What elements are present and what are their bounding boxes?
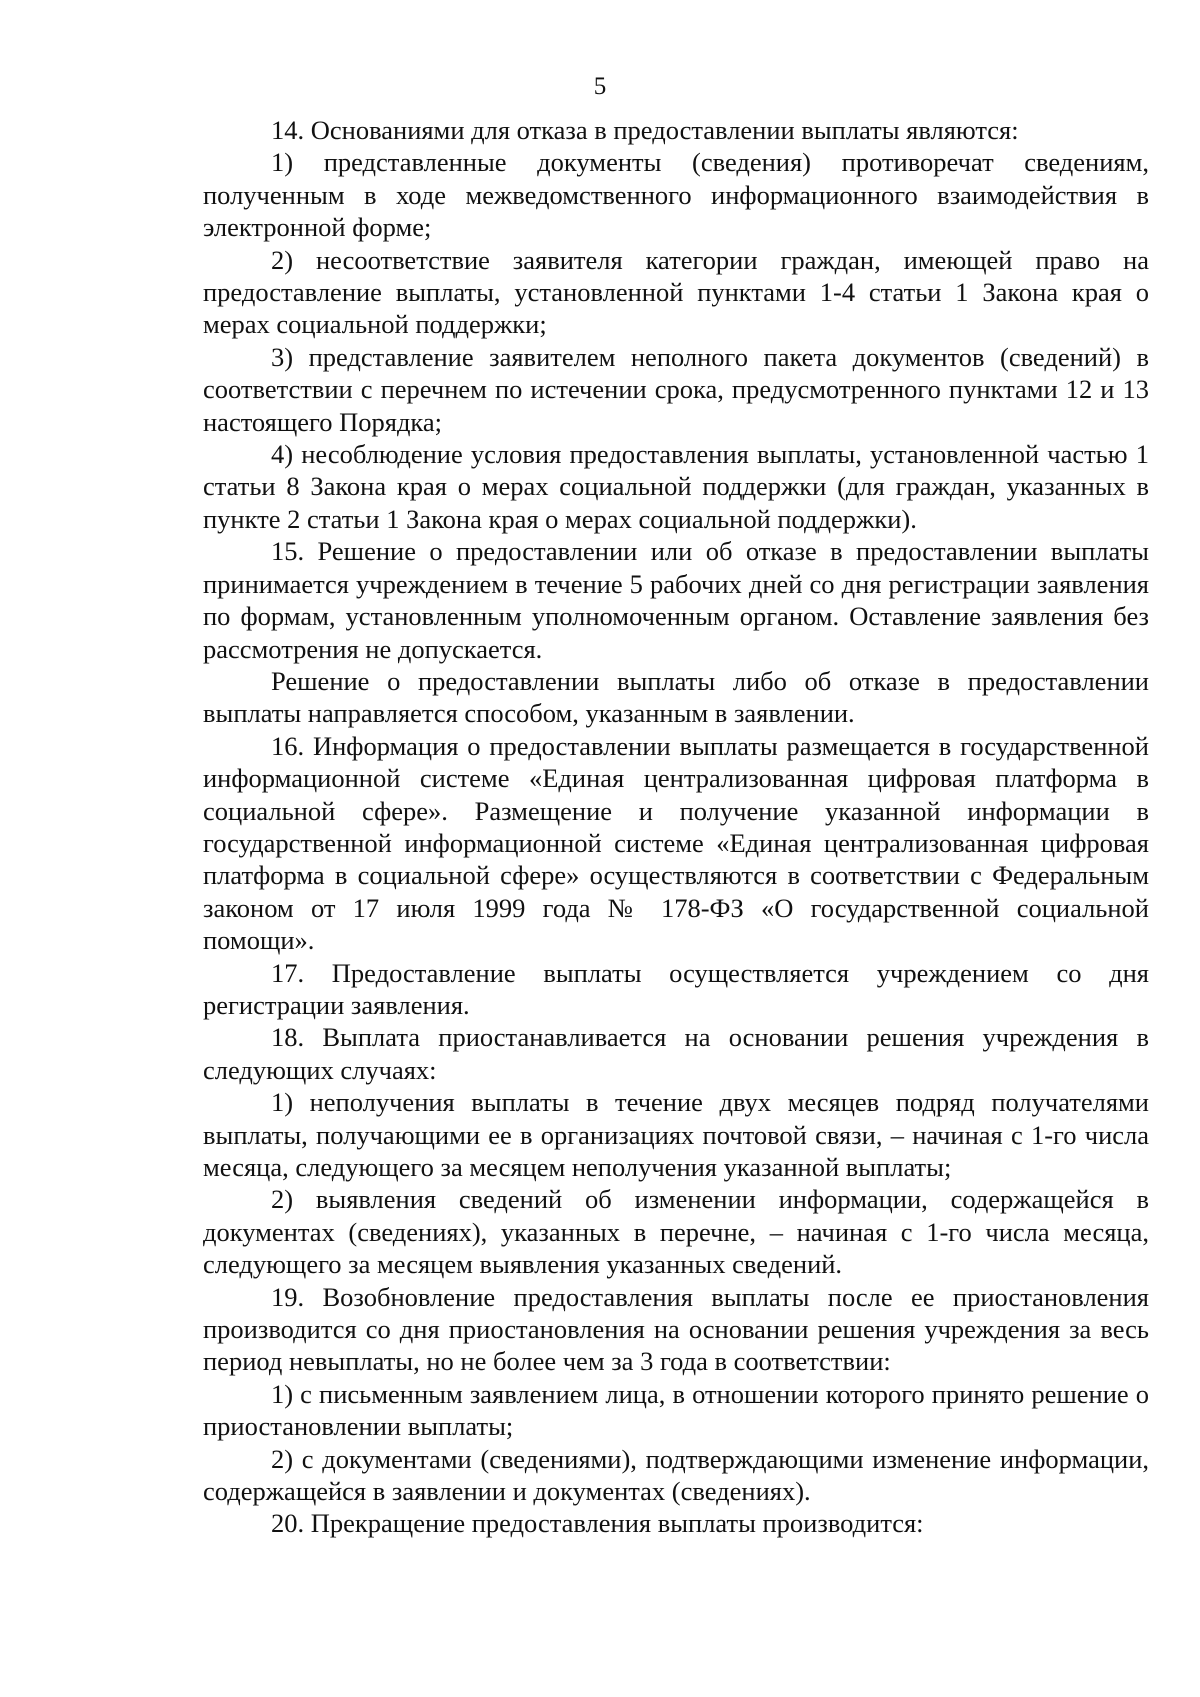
paragraph-19-item-1: 1) с письменным заявлением лица, в отношении которого принято решение о приостановлении выплаты; (203, 1378, 1149, 1442)
paragraph-18-heading: 18. Выплата приостанавливается на основании решения учреждения в следующих случаях: (203, 1022, 1149, 1085)
paragraph-16: 16. Информация о предоставлении выплаты размещается в государственной информационной системе «Единая централизованная цифровая платформа в социальной сфере». Размещение и получение указанной информации в государственной информационной системе «Единая централизованная цифровая платформа в социальной сфере» осуществляются в соответствии с Федеральным законом от 17 июля 1999 года № 178-ФЗ «О государственной социальной помощи». (203, 730, 1149, 956)
paragraph-18-item-1: 1) неполучения выплаты в течение двух месяцев подряд получателями выплаты, получающими ее в организациях почтовой связи, – начиная с 1-го числа месяца, следующего за месяцем неполучения указанной выплаты; (203, 1087, 1149, 1182)
paragraph-14-heading: 14. Основаниями для отказа в предоставлении выплаты являются: (271, 115, 1019, 145)
paragraph-15-decision: Решение о предоставлении выплаты либо об отказе в предоставлении выплаты направляется способом, указанным в заявлении. (203, 665, 1149, 729)
paragraph-18-item-2: 2) выявления сведений об изменении информации, содержащейся в документах (сведениях), указанных в перечне, – начиная с 1-го числа месяца, следующего за месяцем выявления указанных сведений. (203, 1184, 1149, 1280)
paragraph-20-heading: 20. Прекращение предоставления выплаты производится: (271, 1508, 924, 1539)
paragraph-14-item-3: 3) представление заявителем неполного пакета документов (сведений) в соответствии с перечнем по истечении срока, предусмотренного пунктами 12 и 13 настоящего Порядка; (203, 341, 1149, 437)
paragraph-17: 17. Предоставление выплаты осуществляется учреждением со дня регистрации заявления. (203, 957, 1149, 1020)
paragraph-14-item-1: 1) представленные документы (сведения) противоречат сведениям, полученным в ходе межведомственного информационного взаимодействия в электронной форме; (203, 147, 1149, 243)
paragraph-14-item-2: 2) несоответствие заявителя категории граждан, имеющей право на предоставление выплаты, установленной пунктами 1-4 статьи 1 Закона края о мерах социальной поддержки; (203, 244, 1149, 340)
page-number: 5 (593, 73, 607, 100)
paragraph-19-heading: 19. Возобновление предоставления выплаты после ее приостановления производится со дня приостановления на основании решения учреждения за весь период невыплаты, но не более чем за 3 года в соответствии: (203, 1281, 1149, 1377)
paragraph-15: 15. Решение о предоставлении или об отказе в предоставлении выплаты принимается учреждением в течение 5 рабочих дней со дня регистрации заявления по формам, установленным уполномоченным органом. Оставление заявления без рассмотрения не допускается. (203, 536, 1149, 664)
paragraph-14-item-4: 4) несоблюдение условия предоставления выплаты, установленной частью 1 статьи 8 Закона края о мерах социальной поддержки (для граждан, указанных в пункте 2 статьи 1 Закона края о мерах социальной поддержки). (203, 439, 1149, 534)
paragraph-19-item-2: 2) с документами (сведениями), подтверждающими изменение информации, содержащейся в заявлении и документах (сведениях). (203, 1443, 1149, 1507)
document-body (203, 114, 1149, 1540)
